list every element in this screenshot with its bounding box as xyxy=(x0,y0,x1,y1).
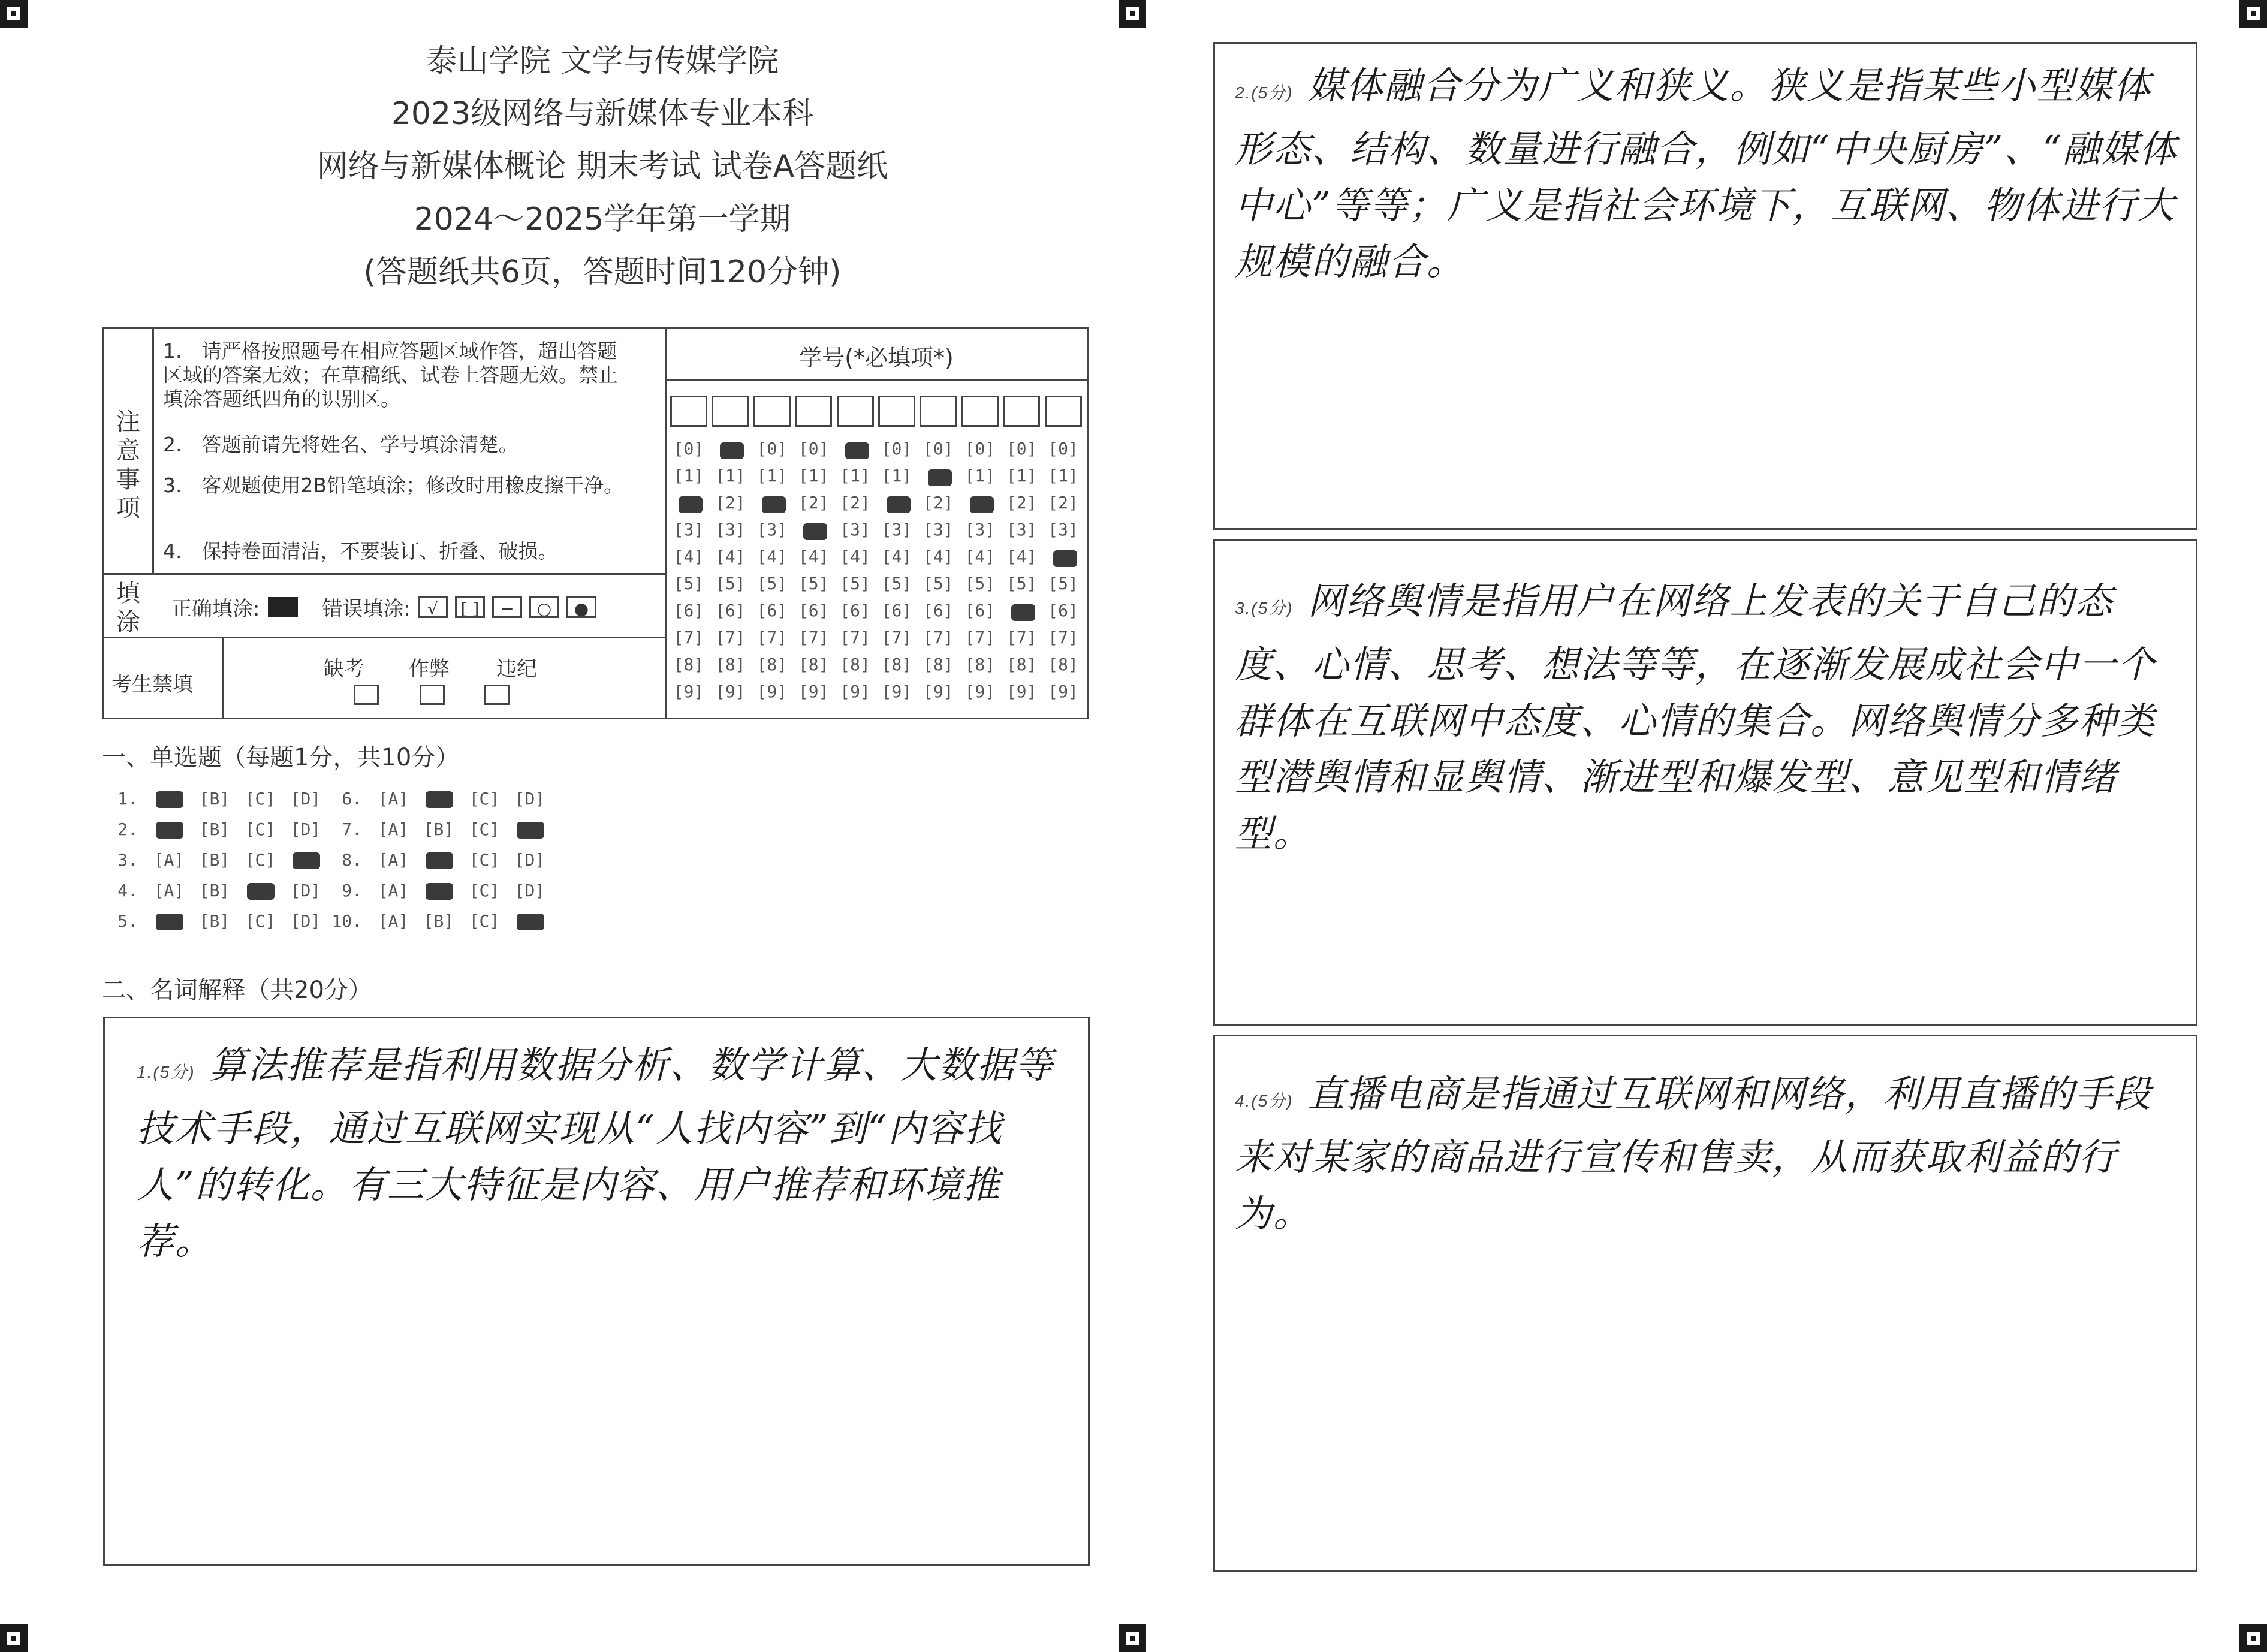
answer-4 xyxy=(1235,1066,2182,1242)
mc-option-bubble[interactable]: [D] xyxy=(290,789,321,809)
student-id-bubble[interactable]: [0] xyxy=(1048,439,1078,459)
mc-option-bubble[interactable] xyxy=(146,911,192,931)
mc-option-bubble[interactable] xyxy=(283,850,328,870)
registration-marker-top-left xyxy=(0,0,28,28)
mc-question-number: 4. xyxy=(117,881,138,900)
mc-option-bubble[interactable]: [A] xyxy=(378,789,409,809)
mc-question-number: 3. xyxy=(117,850,138,870)
student-id-bubble[interactable]: [8] xyxy=(881,655,912,674)
student-id-bubble[interactable] xyxy=(1002,601,1041,620)
mc-question-row xyxy=(102,850,328,870)
student-id-bubble[interactable]: [1] xyxy=(964,466,996,486)
registration-marker-top-right xyxy=(2239,0,2267,28)
student-id-digit-box[interactable] xyxy=(753,396,791,427)
student-id-bubble[interactable]: [4] xyxy=(881,547,912,566)
student-id-bubble[interactable]: [3] xyxy=(715,520,746,539)
student-id-bubble[interactable]: [1] xyxy=(1048,466,1078,486)
student-id-bubble[interactable]: [3] xyxy=(1006,520,1037,539)
student-id-bubble[interactable]: [8] xyxy=(964,655,996,674)
exam-status-label: 考生禁填 xyxy=(111,673,193,697)
answer-text-1: 算法推荐是指利用数据分析、数学计算、大数据等技术手段，通过互联网实现从“人找内容”到“内容找人”的转化。有三大特征是内容、用户推荐和环境推荐。 xyxy=(137,1043,1054,1263)
mc-option-bubble[interactable] xyxy=(416,789,462,809)
mc-option-bubble[interactable]: [B] xyxy=(199,850,230,870)
mc-option-bubble[interactable]: [D] xyxy=(290,819,321,839)
student-id-digit-box[interactable] xyxy=(795,396,832,427)
mc-option-bubble[interactable] xyxy=(416,881,462,900)
student-id-bubble[interactable]: [7] xyxy=(1006,628,1037,647)
student-id-bubble[interactable] xyxy=(710,439,750,459)
answer-text-3: 网络舆情是指用户在网络上发表的关于自己的态度、心情、思考、想法等等，在逐渐发展成社会中一个群体在互联网中态度、心情的集合。网络舆情分多种类型潜舆情和显舆情、渐进型和爆发型、意见型和情绪型。 xyxy=(1235,579,2156,855)
student-id-bubble[interactable]: [4] xyxy=(840,547,870,566)
student-id-bubble[interactable]: [9] xyxy=(715,682,746,701)
student-id-bubble[interactable]: [9] xyxy=(1006,682,1037,701)
student-id-bubble[interactable] xyxy=(960,493,1000,513)
student-id-bubble[interactable]: [8] xyxy=(798,655,829,674)
mc-option-bubble[interactable]: [A] xyxy=(378,819,409,839)
mc-option-bubble[interactable] xyxy=(146,789,192,809)
student-id-bubble[interactable]: [3] xyxy=(923,520,954,539)
student-id-bubble[interactable]: [1] xyxy=(881,466,912,486)
student-id-digit-box[interactable] xyxy=(1045,396,1082,427)
notice-item-4: 4. 保持卷面清洁，不要装订、折叠、破损。 xyxy=(163,539,558,563)
student-id-bubble[interactable]: [5] xyxy=(798,574,829,593)
question-number-1: 1.(5分) xyxy=(137,1063,195,1081)
mc-option-bubble[interactable]: [B] xyxy=(423,911,454,931)
student-id-bubble[interactable]: [7] xyxy=(840,628,870,647)
student-id-bubble[interactable]: [5] xyxy=(964,574,996,593)
student-id-bubble[interactable] xyxy=(794,520,833,539)
student-id-digit-box[interactable] xyxy=(670,396,707,427)
student-id-bubble[interactable] xyxy=(836,439,875,459)
mc-option-bubble[interactable]: [A] xyxy=(153,850,185,870)
student-id-bubble[interactable]: [9] xyxy=(840,682,870,701)
mc-question-number: 1. xyxy=(117,789,138,809)
mc-option-bubble[interactable]: [C] xyxy=(469,881,500,900)
student-id-bubble[interactable]: [9] xyxy=(964,682,996,701)
mc-option-bubble[interactable]: [C] xyxy=(469,789,500,809)
status-cheat-label: 作弊 xyxy=(409,657,450,681)
mc-question-row xyxy=(102,819,328,839)
student-id-bubble[interactable]: [5] xyxy=(881,574,912,593)
student-id-bubble[interactable]: [6] xyxy=(673,601,704,620)
mc-question-row xyxy=(102,881,328,900)
mc-option-bubble[interactable]: [D] xyxy=(290,881,321,900)
mc-option-bubble[interactable]: [C] xyxy=(245,789,276,809)
mc-question-row xyxy=(326,881,553,900)
student-id-bubble[interactable]: [2] xyxy=(715,493,746,513)
answer-text-4: 直播电商是指通过互联网和网络，利用直播的手段来对某家的商品进行宣传和售卖，从而获取利益的行为。 xyxy=(1235,1072,2152,1235)
mc-question-number: 9. xyxy=(342,881,362,900)
student-id-bubble[interactable] xyxy=(1044,547,1083,566)
mc-option-bubble[interactable]: [A] xyxy=(378,881,409,900)
student-id-bubble[interactable]: [1] xyxy=(798,466,829,486)
mc-question-number: 7. xyxy=(342,819,362,839)
student-id-bubble[interactable]: [0] xyxy=(673,439,704,459)
student-id-bubble[interactable]: [0] xyxy=(964,439,996,459)
student-id-bubble[interactable]: [6] xyxy=(881,601,912,620)
student-id-bubble[interactable]: [7] xyxy=(673,628,704,647)
student-id-bubble[interactable]: [9] xyxy=(756,682,788,701)
mc-question-number: 10. xyxy=(331,911,362,931)
mc-option-bubble[interactable]: [C] xyxy=(245,819,276,839)
mc-option-bubble[interactable]: [D] xyxy=(514,881,545,900)
section2-title: 二、名词解释（共20分） xyxy=(102,976,372,1004)
student-id-bubble[interactable]: [5] xyxy=(715,574,746,593)
notice-item-3: 3. 客观题使用2B铅笔填涂；修改时用橡皮擦干净。 xyxy=(163,474,624,497)
student-id-bubble[interactable]: [6] xyxy=(964,601,996,620)
mc-option-bubble[interactable]: [C] xyxy=(245,911,276,931)
status-absent-checkbox[interactable] xyxy=(354,685,379,705)
student-id-bubble[interactable]: [0] xyxy=(798,439,829,459)
student-id-bubble[interactable]: [4] xyxy=(715,547,746,566)
student-id-bubble[interactable]: [1] xyxy=(715,466,746,486)
student-id-bubble[interactable]: [4] xyxy=(673,547,704,566)
student-id-bubble[interactable]: [6] xyxy=(715,601,746,620)
student-id-digit-box[interactable] xyxy=(878,396,915,427)
answer-3 xyxy=(1235,573,2182,862)
exam-title: 网络与新媒体概论 期末考试 试卷A答题纸 xyxy=(316,149,888,185)
student-id-bubble[interactable]: [4] xyxy=(923,547,954,566)
mc-question-row xyxy=(326,789,553,809)
registration-marker-bottom-right xyxy=(2239,1624,2267,1652)
student-id-digit-box[interactable] xyxy=(837,396,874,427)
mc-option-bubble[interactable]: [D] xyxy=(514,789,545,809)
student-id-bubble[interactable]: [9] xyxy=(923,682,954,701)
sheet-header xyxy=(108,35,1097,299)
student-id-digit-box[interactable] xyxy=(1003,396,1040,427)
correct-fill-label: 正确填涂: xyxy=(171,597,260,621)
mc-option-bubble[interactable]: [B] xyxy=(199,819,230,839)
status-violation-label: 违纪 xyxy=(496,657,537,681)
section1-title: 一、单选题（每题1分，共10分） xyxy=(102,744,460,771)
mc-question-number: 5. xyxy=(117,911,138,931)
semester: 2024～2025学年第一学期 xyxy=(414,201,791,237)
student-id-bubble[interactable]: [3] xyxy=(881,520,912,539)
student-id-bubble[interactable]: [7] xyxy=(881,628,912,647)
answer-1 xyxy=(137,1037,1072,1270)
student-id-bubble[interactable]: [9] xyxy=(881,682,912,701)
student-id-bubble[interactable]: [8] xyxy=(1048,655,1078,674)
student-id-bubble[interactable]: [2] xyxy=(1006,493,1037,513)
student-id-bubble[interactable]: [2] xyxy=(798,493,829,513)
student-id-bubble[interactable]: [3] xyxy=(756,520,788,539)
mc-option-bubble[interactable] xyxy=(507,911,553,931)
mc-question-row xyxy=(102,789,328,809)
student-id-bubble[interactable]: [8] xyxy=(923,655,954,674)
mc-question-row xyxy=(102,911,328,931)
student-id-bubble[interactable]: [0] xyxy=(1006,439,1037,459)
answer-text-2: 媒体融合分为广义和狭义。狭义是指某些小型媒体形态、结构、数量进行融合，例如“中央厨房”、“融媒体中心”等等；广义是指社会环境下，互联网、物体进行大规模的融合。 xyxy=(1235,64,2178,284)
student-id-bubble[interactable]: [3] xyxy=(964,520,996,539)
student-id-bubble[interactable]: [5] xyxy=(1048,574,1078,593)
question-number-3: 3.(5分) xyxy=(1235,599,1294,617)
student-id-bubble[interactable]: [1] xyxy=(840,466,870,486)
wrong-fill-bracket: [ ] xyxy=(455,596,485,618)
mc-option-bubble[interactable]: [C] xyxy=(245,850,276,870)
student-id-bubble[interactable]: [4] xyxy=(964,547,996,566)
student-id-bubble[interactable]: [6] xyxy=(840,601,870,620)
student-id-bubble[interactable]: [0] xyxy=(756,439,788,459)
student-id-bubble[interactable]: [7] xyxy=(1048,628,1078,647)
student-id-bubble[interactable] xyxy=(918,466,958,486)
student-id-bubble[interactable]: [5] xyxy=(756,574,788,593)
student-id-bubble[interactable]: [8] xyxy=(756,655,788,674)
status-absent-label: 缺考 xyxy=(324,657,364,681)
student-id-bubble[interactable]: [5] xyxy=(923,574,954,593)
school-name: 泰山学院 文学与传媒学院 xyxy=(426,43,779,79)
student-id-bubble[interactable]: [8] xyxy=(840,655,870,674)
wrong-fill-label: 错误填涂: xyxy=(322,597,411,621)
student-id-digit-box[interactable] xyxy=(920,396,957,427)
student-id-title: 学号(*必填项*) xyxy=(799,345,954,371)
student-id-bubble[interactable] xyxy=(752,493,792,513)
student-id-bubble[interactable]: [2] xyxy=(1048,493,1078,513)
registration-marker-bottom-left xyxy=(0,1624,28,1652)
mc-option-bubble[interactable]: [A] xyxy=(378,911,409,931)
student-id-bubble[interactable]: [1] xyxy=(673,466,704,486)
student-id-digit-box[interactable] xyxy=(712,396,749,427)
mc-question-number: 2. xyxy=(117,819,138,839)
fill-side-label: 填 涂 xyxy=(116,580,140,636)
mc-option-bubble[interactable]: [C] xyxy=(469,819,500,839)
student-id-bubble[interactable]: [2] xyxy=(840,493,870,513)
student-id-bubble[interactable]: [7] xyxy=(964,628,996,647)
answer-2 xyxy=(1235,58,2182,290)
wrong-fill-check: √ xyxy=(418,596,448,618)
student-id-bubble[interactable]: [4] xyxy=(756,547,788,566)
program-name: 2023级网络与新媒体专业本科 xyxy=(391,96,814,132)
mc-option-bubble[interactable]: [B] xyxy=(423,819,454,839)
mc-option-bubble[interactable]: [B] xyxy=(199,789,230,809)
mc-option-bubble[interactable]: [A] xyxy=(378,850,409,870)
student-id-bubble[interactable]: [9] xyxy=(1048,682,1078,701)
student-id-digit-box[interactable] xyxy=(961,396,999,427)
student-id-bubble[interactable]: [7] xyxy=(715,628,746,647)
student-id-bubble[interactable]: [4] xyxy=(1006,547,1037,566)
student-id-bubble[interactable]: [8] xyxy=(715,655,746,674)
mc-option-bubble[interactable] xyxy=(237,881,283,900)
mc-question-row xyxy=(326,850,553,870)
student-id-bubble[interactable]: [0] xyxy=(923,439,954,459)
student-id-bubble[interactable]: [6] xyxy=(923,601,954,620)
registration-marker-bottom-center xyxy=(1119,1624,1146,1652)
mc-option-bubble[interactable] xyxy=(146,819,192,839)
registration-marker-top-center xyxy=(1119,0,1146,28)
student-id-bubble[interactable] xyxy=(669,493,709,513)
mc-question-number: 8. xyxy=(342,850,362,870)
student-id-bubble[interactable]: [1] xyxy=(756,466,788,486)
question-number-4: 4.(5分) xyxy=(1235,1092,1294,1110)
mc-question-row xyxy=(326,911,553,931)
mc-option-bubble[interactable]: [D] xyxy=(514,850,545,870)
student-id-bubble[interactable]: [9] xyxy=(798,682,829,701)
student-id-bubble[interactable]: [8] xyxy=(673,655,704,674)
student-id-bubble[interactable]: [9] xyxy=(673,682,704,701)
student-id-bubble[interactable] xyxy=(877,493,917,513)
student-id-bubble[interactable]: [5] xyxy=(840,574,870,593)
correct-fill-sample xyxy=(268,597,298,617)
mc-option-bubble[interactable]: [D] xyxy=(290,911,321,931)
status-cheat-checkbox[interactable] xyxy=(420,685,445,705)
student-id-bubble[interactable]: [6] xyxy=(1048,601,1078,620)
status-violation-checkbox[interactable] xyxy=(484,685,510,705)
student-id-bubble[interactable]: [5] xyxy=(673,574,704,593)
mc-option-bubble[interactable] xyxy=(416,850,462,870)
mc-question-number: 6. xyxy=(342,789,362,809)
student-id-bubble[interactable]: [3] xyxy=(673,520,704,539)
mc-option-bubble[interactable]: [B] xyxy=(199,881,230,900)
notice-side-label: 注 意 事 项 xyxy=(116,408,140,522)
student-id-bubble[interactable]: [4] xyxy=(798,547,829,566)
student-id-bubble[interactable]: [7] xyxy=(923,628,954,647)
student-id-bubble[interactable]: [6] xyxy=(798,601,829,620)
wrong-fill-dot: ● xyxy=(566,596,596,618)
wrong-fill-circle: ○ xyxy=(529,596,559,618)
student-id-bubble[interactable]: [7] xyxy=(756,628,788,647)
student-id-bubble[interactable]: [7] xyxy=(798,628,829,647)
exam-info: (答题纸共6页，答题时间120分钟) xyxy=(363,254,842,290)
student-id-bubble[interactable]: [2] xyxy=(923,493,954,513)
mc-question-row xyxy=(326,819,553,839)
student-id-bubble[interactable]: [5] xyxy=(1006,574,1037,593)
mc-option-bubble[interactable]: [A] xyxy=(153,881,185,900)
wrong-fill-dash: − xyxy=(492,596,522,618)
notice-item-1: 1. 请严格按照题号在相应答题区域作答，超出答题区域的答案无效；在草稿纸、试卷上答题无效。禁止填涂答题纸四角的识别区。 xyxy=(163,339,618,411)
mc-option-bubble[interactable] xyxy=(507,819,553,839)
student-id-bubble[interactable]: [1] xyxy=(1006,466,1037,486)
student-id-bubble[interactable]: [6] xyxy=(756,601,788,620)
mc-option-bubble[interactable]: [B] xyxy=(199,911,230,931)
student-id-bubble[interactable]: [8] xyxy=(1006,655,1037,674)
student-id-bubble[interactable]: [3] xyxy=(840,520,870,539)
question-number-2: 2.(5分) xyxy=(1235,83,1294,102)
student-id-bubble[interactable]: [0] xyxy=(881,439,912,459)
notice-item-2: 2. 答题前请先将姓名、学号填涂清楚。 xyxy=(163,433,518,456)
student-id-bubble[interactable]: [3] xyxy=(1048,520,1078,539)
mc-option-bubble[interactable]: [C] xyxy=(469,850,500,870)
fill-example-row xyxy=(171,592,596,622)
mc-option-bubble[interactable]: [C] xyxy=(469,911,500,931)
